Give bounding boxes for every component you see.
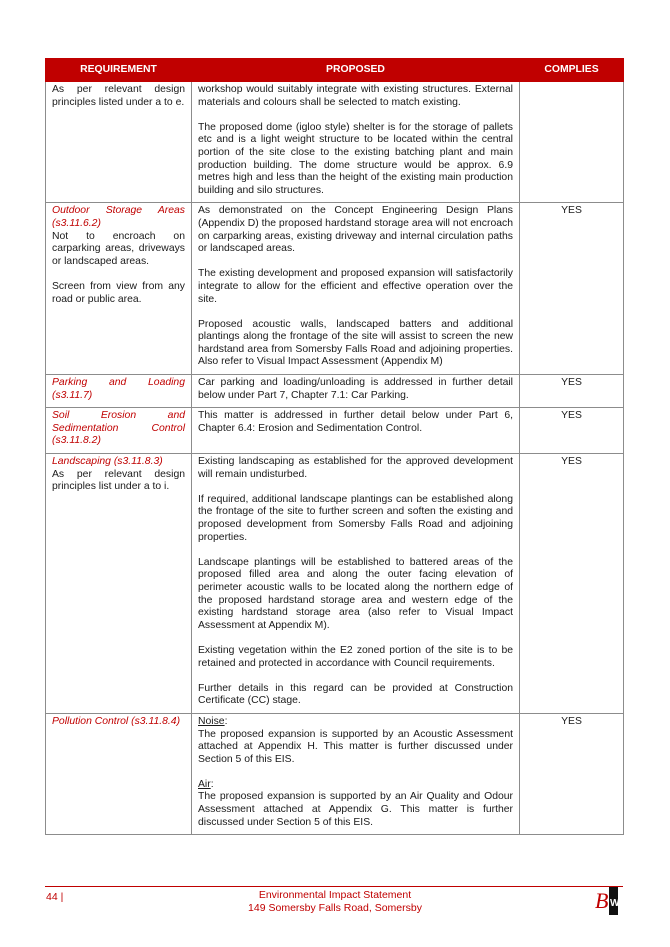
header-proposed: PROPOSED bbox=[192, 59, 520, 82]
footer-divider bbox=[45, 886, 623, 887]
header-complies: COMPLIES bbox=[520, 59, 624, 82]
complies-cell: YES bbox=[520, 203, 624, 375]
proposed-paragraph: Landscape plantings will be established to battered areas of the proposed filled area and along the outer facing elevation of perimeter acoustic walls to be located along the northern edge of the proposed hardstand storage area and western edge of the existing hardstand storage area (also refer to Visual Impact Assessment at Appendix M). bbox=[198, 556, 513, 631]
complies-cell: YES bbox=[520, 408, 624, 454]
proposed-paragraph: Existing landscaping as established for the approved development will remain undisturbed. bbox=[198, 456, 513, 480]
requirement-text: As per relevant design principles listed under a to e. bbox=[52, 84, 185, 108]
table-row bbox=[46, 454, 624, 714]
requirements-table bbox=[45, 58, 624, 835]
proposed-cell bbox=[192, 408, 520, 454]
air-paragraph: The proposed expansion is supported by an Air Quality and Odour Assessment attached at Appendix G. This matter is further discussed under Section 5 of this EIS. bbox=[198, 791, 513, 828]
table-row bbox=[46, 203, 624, 375]
noise-heading: Noise: bbox=[198, 715, 228, 727]
requirement-cell bbox=[46, 203, 192, 375]
complies-cell: YES bbox=[520, 375, 624, 408]
proposed-paragraph: If required, additional landscape plantings can be established along the frontage of the site to further screen and soften the existing and proposed development from Somersby Falls Road and adjoining properties. bbox=[198, 493, 513, 543]
table-header-row bbox=[46, 59, 624, 82]
proposed-paragraph: Existing vegetation within the E2 zoned portion of the site is to be retained and protected in accordance with Council requirements. bbox=[198, 644, 513, 669]
proposed-cell bbox=[192, 454, 520, 714]
requirement-text: Screen from view from any road or public area. bbox=[52, 280, 185, 305]
requirement-text: As per relevant design principles list under a to i. bbox=[52, 468, 185, 493]
noise-paragraph: The proposed expansion is supported by an Acoustic Assessment attached at Appendix H. This matter is further discussed under Section 5 of this EIS. bbox=[198, 728, 513, 765]
complies-cell: YES bbox=[520, 713, 624, 834]
proposed-paragraph: Further details in this regard can be provided at Construction Certificate (CC) stage. bbox=[198, 682, 513, 707]
footer-address: 149 Somersby Falls Road, Somersby bbox=[248, 901, 422, 914]
proposed-paragraph: The existing development and proposed expansion will satisfactorily integrate to allow for the efficient and effective operation over the site. bbox=[198, 268, 513, 305]
air-heading: Air: bbox=[198, 778, 214, 790]
proposed-cell bbox=[192, 713, 520, 834]
requirement-cell bbox=[46, 375, 192, 408]
requirement-title: Outdoor Storage Areas (s3.11.6.2) bbox=[52, 205, 185, 229]
table-row bbox=[46, 713, 624, 834]
footer-title: Environmental Impact Statement bbox=[258, 889, 412, 901]
proposed-paragraph: Proposed acoustic walls, landscaped batters and additional plantings along the frontage of the site will assist to screen the new hardstand area from Somersby Falls Road and adjoining properties. Also refer to Visual Impact Assessment (Appendix M) bbox=[198, 318, 513, 368]
footer-title-block bbox=[0, 889, 670, 914]
requirement-text: Not to encroach on carparking areas, driveways or landscaped areas. bbox=[52, 230, 185, 267]
svg-text:W: W bbox=[610, 898, 620, 909]
requirement-title: Parking and Loading (s3.11.7) bbox=[52, 377, 185, 401]
table-row bbox=[46, 375, 624, 408]
requirement-title: Pollution Control (s3.11.8.4) bbox=[52, 715, 181, 727]
complies-cell: YES bbox=[520, 454, 624, 714]
noise-heading-label: Noise bbox=[198, 715, 225, 727]
proposed-paragraph: This matter is addressed in further detail below under Part 6, Chapter 6.4: Erosion and Sedimentation Control. bbox=[198, 410, 513, 434]
header-requirement: REQUIREMENT bbox=[46, 59, 192, 82]
proposed-cell bbox=[192, 203, 520, 375]
page-number: 44 | bbox=[46, 891, 64, 903]
requirement-cell bbox=[46, 82, 192, 203]
requirement-title: Landscaping (s3.11.8.3) bbox=[52, 456, 163, 468]
requirement-cell bbox=[46, 408, 192, 454]
proposed-cell bbox=[192, 82, 520, 203]
requirement-cell bbox=[46, 713, 192, 834]
table-row bbox=[46, 82, 624, 203]
proposed-paragraph: Car parking and loading/unloading is addressed in further detail below under Part 7, Chapter 7.1: Car Parking. bbox=[198, 377, 513, 401]
requirement-cell bbox=[46, 454, 192, 714]
svg-text:B: B bbox=[595, 888, 609, 913]
requirement-title: Soil Erosion and Sedimentation Control (s3.11.8.2) bbox=[52, 410, 185, 447]
complies-cell bbox=[520, 82, 624, 203]
proposed-cell bbox=[192, 375, 520, 408]
table-row bbox=[46, 408, 624, 454]
proposed-paragraph: As demonstrated on the Concept Engineering Design Plans (Appendix D) the proposed hardstand storage area will not encroach on carparking areas, existing driveway and internal circulation paths or landscaped areas. bbox=[198, 205, 513, 255]
proposed-paragraph: The proposed dome (igloo style) shelter is for the storage of pallets etc and is a light weight structure to be located within the central portion of the site close to the existing batching plant and main production building. The dome structure would be approx. 6.9 metres high and less than the height of the existing main production building and silo structures. bbox=[198, 121, 513, 196]
air-heading-label: Air bbox=[198, 778, 211, 790]
proposed-paragraph: workshop would suitably integrate with existing structures. External materials and colours shall be selected to match existing. bbox=[198, 84, 513, 108]
bw-logo-icon bbox=[594, 886, 622, 916]
